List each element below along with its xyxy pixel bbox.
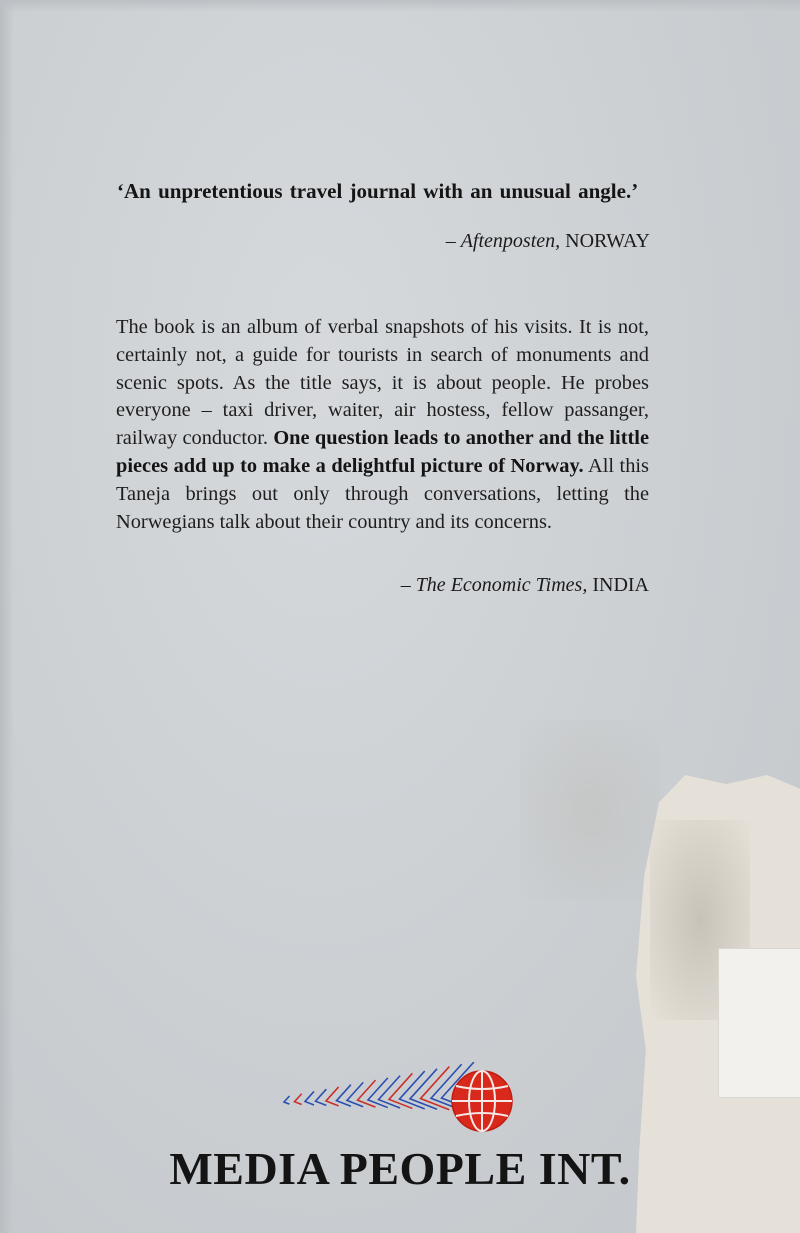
logo-chevron	[326, 1087, 339, 1106]
cover-top-shadow	[0, 0, 800, 12]
attribution-dash: –	[400, 574, 416, 596]
attribution-country: INDIA	[587, 574, 649, 596]
attribution-source: The Economic Times,	[415, 574, 588, 596]
review-body-part-1: The book is an album of verbal snapshots of his visits. It is not, certainly not, a guide for tourists in search of monuments and scenic spots. As the title says, it is about people. He probes everyone – taxi driver, waiter, air hostess, fellow passanger, railway conductor.	[116, 316, 649, 450]
publisher-name: MEDIA PEOPLE INT.	[169, 1143, 631, 1194]
attribution-dash: –	[445, 230, 461, 252]
review-body-bold: One question leads to another and the little pieces add up to make a delightful picture of Norway.	[116, 427, 649, 477]
globe-icon	[452, 1071, 512, 1131]
review-body	[116, 314, 649, 536]
review-attribution-2	[401, 574, 649, 597]
attribution-country: NORWAY	[560, 230, 650, 252]
logo-chevron	[305, 1091, 314, 1105]
review-quote: ‘An unpretentious travel journal with an unusual angle.’	[117, 179, 639, 203]
logo-chevron	[295, 1094, 302, 1105]
library-sticker	[718, 948, 800, 1098]
attribution-source: Aftenposten,	[460, 230, 561, 252]
logo-chevron	[284, 1096, 289, 1104]
review-body-part-2: All this Taneja brings out only through conversations, letting the Norwegians talk about their country and its concerns.	[116, 454, 649, 533]
cover-edge-shadow	[0, 0, 14, 1233]
wear-stain	[520, 720, 660, 900]
globe-with-chevrons-icon	[278, 1062, 514, 1138]
logo-chevron	[316, 1089, 327, 1105]
review-attribution-1	[446, 230, 650, 253]
